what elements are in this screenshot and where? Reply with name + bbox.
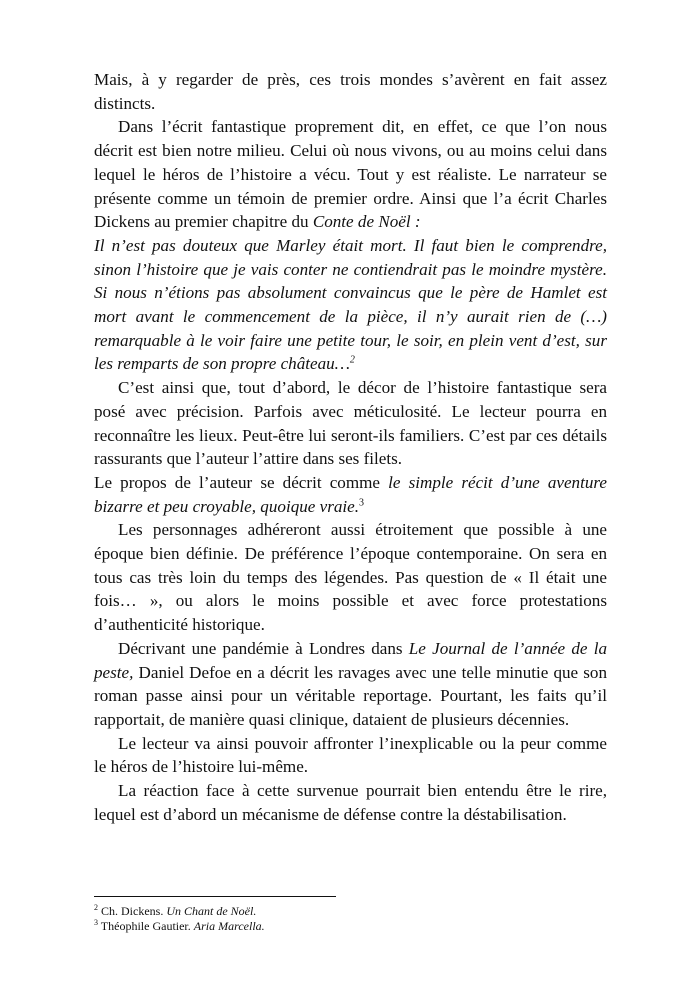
footnote-ref-3: 3 — [359, 496, 365, 508]
page-body — [94, 68, 607, 827]
book-title-conte-de-noel: Conte de Noël : — [312, 212, 421, 232]
paragraph-6-rest: Daniel Defoe en a décrit les ravages avec une telle minutie que son roman passe ainsi pour un véritable reportage. Pourtant, les faits qu’il rapportait, de manière quasi clinique, dataient de plusieurs décennies. — [94, 662, 607, 729]
paragraph-6-text: Décrivant une pandémie à Londres dans — [118, 638, 409, 658]
footnote-title: Aria Marcella. — [193, 918, 265, 933]
footnote-2 — [94, 904, 607, 919]
footnotes — [94, 904, 607, 933]
paragraph-4 — [94, 471, 607, 518]
dickens-quote-text: Il n’est pas douteux que Marley était mort. Il faut bien le comprendre, sinon l’histoire que je vais conter ne contiendrait pas le moindre mystère. Si nous n’étions pas absolument convaincus que le père de Hamlet est mort avant le commencement de la pièce, il n’y aurait rien de (…) remarquable à le voir faire une petite tour, le soir, en plein vent d’est, sur les remparts de son propre château… — [94, 235, 607, 374]
paragraph-8: La réaction face à cette survenue pourrait bien entendu être le rire, lequel est d’abord un mécanisme de défense contre la déstabilisation. — [94, 781, 607, 824]
footnote-ref-2: 2 — [349, 354, 355, 366]
footnote-number: 3 — [94, 917, 98, 927]
footnote-title: Un Chant de Noël. — [166, 904, 257, 918]
paragraph-3: C’est ainsi que, tout d’abord, le décor de l’histoire fantastique sera posé avec précision. Parfois avec méticulosité. Le lecteur pourra en reconnaître les lieux. Peut-être lui seront-ils familiers. C’est par ces détails rassurants que l’auteur l’attire dans ses filets. — [94, 378, 607, 469]
paragraph-2 — [94, 115, 607, 234]
gautier-quote: le simple récit d’une aventure bizarre et peu croyable, quoique vraie. — [94, 472, 607, 516]
paragraph-7: Le lecteur va ainsi pouvoir affronter l’inexplicable ou la peur comme le héros de l’histoire lui-même. — [94, 733, 607, 777]
dickens-quote — [94, 234, 607, 376]
paragraph-6 — [94, 637, 607, 732]
footnote-number: 2 — [94, 903, 98, 912]
paragraph-5: Les personnages adhéreront aussi étroitement que possible à une époque bien définie. De préférence l’époque contemporaine. On sera en tous cas très loin du temps des légendes. Pas question de « Il était une fois… », ou alors le moins possible et avec force protestations d’authenticité historique. — [94, 520, 607, 635]
footnote-text: Ch. Dickens. — [101, 904, 167, 918]
paragraph-2-text: Dans l’écrit fantastique proprement dit, en effet, ce que l’on nous décrit est bien notre milieu. Celui où nous vivons, ou au moins celui dans lequel le héros de l’histoire a vécu. Tout y est réaliste. Le narrateur se présente comme un témoin de premier ordre. Ainsi que l’a écrit Charles Dickens au premier chapitre du — [94, 117, 607, 232]
paragraph-1: Mais, à y regarder de près, ces trois mondes s’avèrent en fait assez distincts. — [94, 70, 607, 113]
book-title-journal-peste: Le Journal de l’année de la peste, — [94, 638, 607, 682]
paragraph-4-text: Le propos de l’auteur se décrit comme — [94, 472, 389, 492]
footnote-separator — [94, 896, 336, 897]
footnote-3 — [94, 919, 607, 934]
footnote-text: Théophile Gautier. — [100, 918, 194, 933]
